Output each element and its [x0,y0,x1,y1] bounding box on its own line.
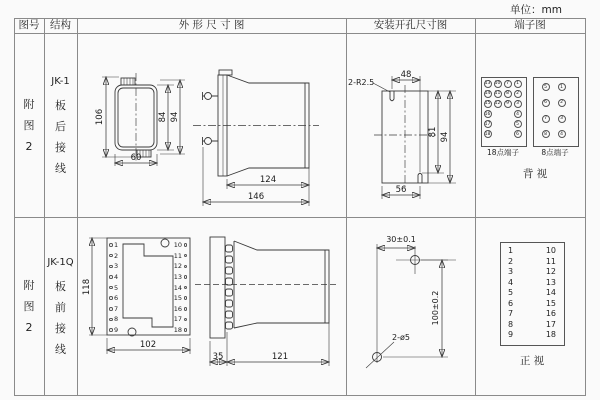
list-item: 16 [545,309,556,318]
fig-no-stack [14,217,44,395]
list-item: 5 [109,284,118,292]
dim-94: 94 [170,111,180,123]
list-item: 18 [174,326,187,334]
list-item: 1 [508,246,514,255]
list-item: 11 [174,252,187,260]
outline-cell-row1 [77,33,346,217]
dim-94-cutout: 94 [440,131,450,143]
header-structure: 结构 [50,19,71,31]
list-item: 5 [508,288,514,297]
list-item: 13 [545,277,556,287]
terminal-cell-row2 [475,217,585,395]
list-item: 6 [508,298,514,308]
terminal-column [514,80,522,139]
list-item: 15 [174,294,187,302]
list-item: 6 [542,99,550,107]
list-item: 16 [484,111,491,117]
list-item: 14 [545,288,556,297]
mounting-drawing-jk1q [346,217,475,395]
terminal-column [494,80,502,108]
hole-diameter-label: 2-ø5 [392,333,410,342]
structure-char: 接 [55,322,66,335]
dim-100: 100±0.2 [431,290,440,326]
list-item: 1 [514,80,522,88]
view-label-rear: 背 视 [522,168,548,180]
model-label: JK-1 [51,76,70,87]
list-item: 14 [484,91,491,97]
list-item: 7 [508,309,514,318]
fig-char: 2 [25,139,33,153]
list-item: 5 [514,120,522,128]
structure-char: 线 [55,162,66,175]
model-label: JK-1Q [47,257,74,268]
fig-char: 图 [23,118,35,132]
list-item: 5 [542,83,550,91]
dim-60: 60 [130,153,142,163]
dim-48: 48 [400,70,412,80]
list-item: 11 [545,256,556,266]
list-item: 3 [508,267,514,276]
list-item: 12 [545,267,556,276]
header-mounting: 安装开孔尺寸图 [373,19,448,31]
list-item: 14 [174,284,187,292]
terminal-cell-row1 [475,33,585,217]
list-item: 12 [494,101,501,107]
list-item: 13 [174,273,187,281]
dim-102: 102 [139,340,157,350]
mounting-drawing-jk1 [346,33,475,217]
list-item: 3 [109,262,118,270]
terminal-numbers-left [508,246,513,340]
list-item: 8 [109,315,118,323]
dim-30: 30±0.1 [386,235,416,244]
dim-84: 84 [158,111,168,123]
pin-column-left [109,241,118,334]
header-fig-no: 图号 [18,19,40,31]
list-item: 7 [504,80,512,88]
dim-121: 121 [271,352,289,362]
list-item: 4 [109,273,118,281]
list-item: 15 [484,101,491,107]
list-item: 10 [174,241,187,249]
structure-stack [44,33,77,217]
structure-char: 板 [55,99,66,112]
list-item: 4 [508,277,514,287]
fig-char: 附 [23,97,35,111]
table-border-right [585,18,586,396]
mounting-cell-row1 [346,33,475,217]
list-item: 17 [484,121,491,127]
outline-cell-row2 [77,217,346,395]
terminal-numbers-right [527,246,556,340]
list-item: 10 [494,81,501,86]
list-item: 3 [558,115,566,123]
terminal-column [504,80,512,108]
structure-stack [44,217,77,395]
fig-no-cell-row1 [14,33,44,217]
fig-char: 图 [23,299,35,313]
terminal-18-label: 18点端子 [486,148,520,157]
fig-char: 2 [25,320,33,334]
list-item: 18 [545,330,556,339]
header-outline: 外 形 尺 寸 图 [178,19,245,31]
list-item: 3 [514,100,522,108]
dim-81: 81 [428,126,438,138]
terminal-column [542,83,550,138]
dim-146: 146 [247,192,265,202]
header-terminal: 端子图 [514,19,546,31]
list-item: 15 [545,298,556,308]
terminal-8-label: 8点端子 [541,148,569,157]
list-item: 16 [174,305,187,313]
slot-label: 2-R2.5 [348,78,375,87]
pin-column-right [161,241,187,334]
list-item: 9 [504,100,512,108]
list-item: 6 [109,294,118,302]
structure-char: 线 [55,343,66,356]
terminal-column [484,80,492,139]
view-label-front: 正 视 [519,355,545,367]
list-item: 8 [504,90,512,98]
list-item: 6 [514,130,522,138]
list-item: 7 [542,115,550,123]
structure-char: 前 [55,301,66,314]
structure-char: 接 [55,141,66,154]
list-item: 9 [508,330,514,339]
list-item: 8 [542,130,550,138]
list-item: 2 [514,90,522,98]
terminal-block-8 [533,77,579,147]
list-item: 18 [484,131,491,137]
fig-no-cell-row2 [14,217,44,395]
list-item: 17 [545,319,556,329]
list-item: 8 [508,319,514,329]
dim-35: 35 [212,352,224,362]
list-item: 2 [558,99,566,107]
list-item: 4 [514,110,522,118]
list-item: 13 [484,81,491,86]
structure-char: 板 [55,280,66,293]
list-item: 17 [174,315,187,323]
list-item: 9 [109,326,118,334]
table-border-bottom [14,395,585,396]
outline-drawing-jk1 [77,33,346,217]
structure-cell-row2 [44,217,77,395]
terminal-column [558,83,566,138]
dim-124: 124 [259,175,277,185]
list-item: 7 [109,305,118,313]
unit-label: 单位：mm [510,4,562,16]
list-item: 12 [174,262,187,270]
structure-char: 后 [55,120,66,133]
dim-106: 106 [95,108,105,126]
fig-no-stack [14,33,44,217]
list-item: 1 [109,241,118,249]
fig-char: 附 [23,278,35,292]
list-item: 2 [508,256,514,266]
list-item: 2 [109,252,118,260]
list-item: 10 [545,246,556,255]
dim-56: 56 [395,185,407,195]
dim-118: 118 [82,278,92,296]
list-item: 11 [494,91,501,97]
mounting-cell-row2 [346,217,475,395]
structure-cell-row1 [44,33,77,217]
list-item: 4 [558,130,566,138]
list-item: 1 [558,83,566,91]
